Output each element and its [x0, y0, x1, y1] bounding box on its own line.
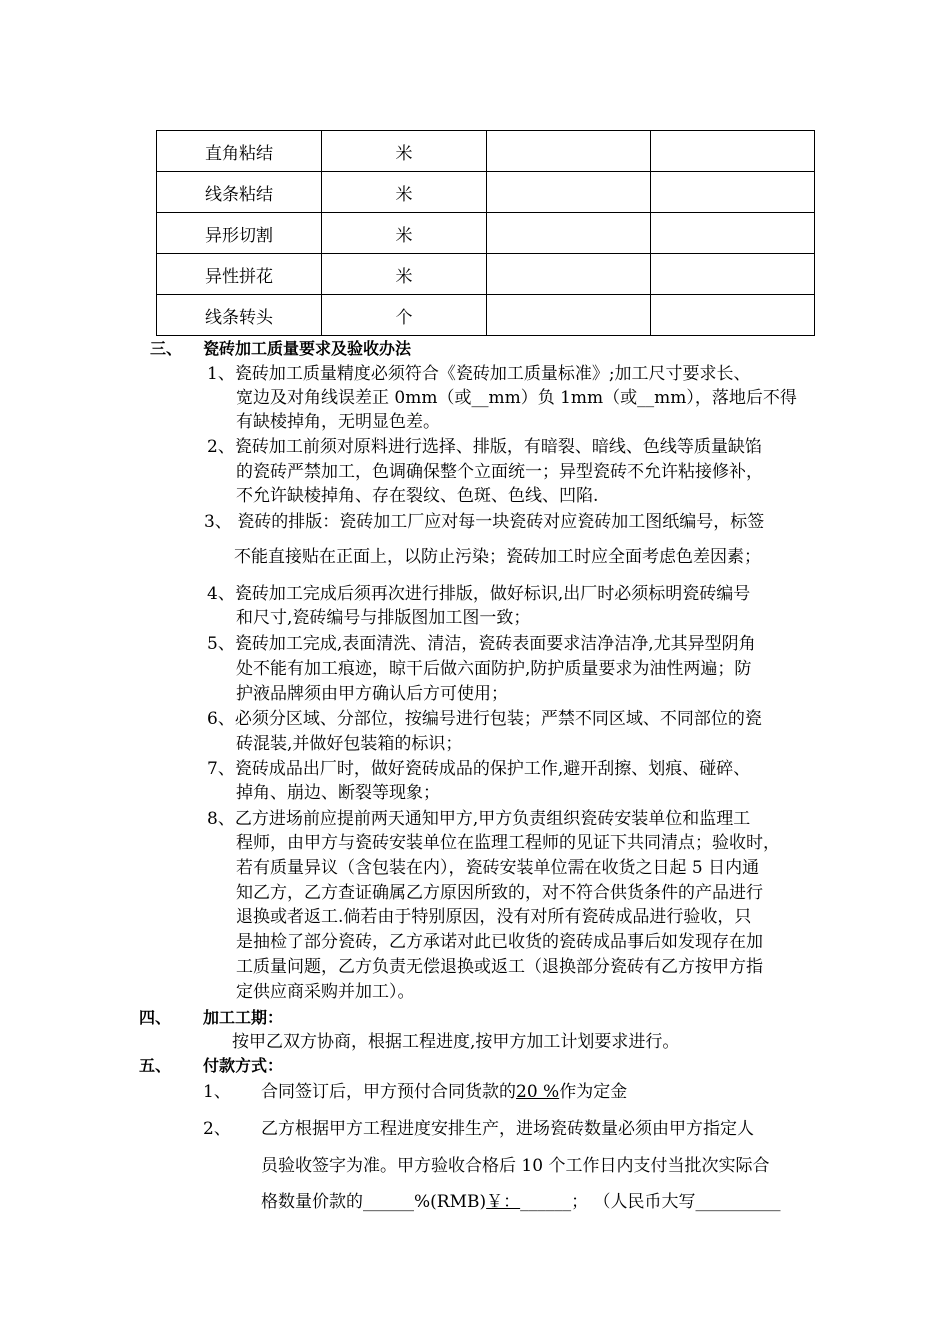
section-3-title: 瓷砖加工质量要求及验收办法 [203, 339, 412, 358]
table-row [157, 295, 815, 336]
unit-cell: 米 [322, 213, 487, 254]
payment-item-2-line-1: 乙方根据甲方工程进度安排生产，进场瓷砖数量必须由甲方指定人 [261, 1119, 754, 1139]
para-5-line-3: 护液品牌须由甲方确认后方可使用； [236, 684, 508, 704]
table-row [157, 254, 815, 295]
item-cell: 异形切割 [157, 213, 322, 254]
table-row [157, 172, 815, 213]
para-7-line-1: 7、瓷砖成品出厂时，做好瓷砖成品的保护工作,避开刮擦、划痕、碰碎、 [207, 759, 751, 779]
note-cell [651, 172, 815, 213]
para-1-line-1: 1、瓷砖加工质量精度必须符合《瓷砖加工质量标准》;加工尺寸要求长、 [207, 364, 751, 384]
unit-cell: 米 [322, 172, 487, 213]
item-cell: 线条粘结 [157, 172, 322, 213]
note-cell [651, 295, 815, 336]
price-cell [487, 295, 651, 336]
unit-cell: 米 [322, 254, 487, 295]
item-cell: 线条转头 [157, 295, 322, 336]
percent-blank[interactable]: ______ [363, 1192, 414, 1212]
item-cell: 直角粘结 [157, 131, 322, 172]
para-3-line-1: 3、 瓷砖的排版：瓷砖加工厂应对每一块瓷砖对应瓷砖加工图纸编号，标签 [204, 512, 765, 532]
para-2-line-1: 2、瓷砖加工前须对原料进行选择、排版，有暗裂、暗线、色线等质量缺馅 [207, 437, 762, 457]
price-cell [487, 172, 651, 213]
para-4-line-1: 4、瓷砖加工完成后须再次进行排版，做好标识,出厂时必须标明瓷砖编号 [207, 584, 751, 604]
note-cell [651, 131, 815, 172]
para-6-line-2: 砖混装,并做好包装箱的标识； [236, 734, 463, 754]
section-5-title: 付款方式： [203, 1056, 284, 1075]
payment-item-2-number: 2、 [203, 1119, 231, 1139]
para-4-line-2: 和尺寸,瓷砖编号与排版图加工图一致； [236, 608, 531, 628]
para-7-line-2: 掉角、崩边、断裂等现象； [236, 783, 440, 803]
amount-blank[interactable]: ______ [520, 1192, 572, 1212]
unit-cell: 米 [322, 131, 487, 172]
payment-item-1-text [261, 1081, 627, 1103]
payment-item-1-pre: 合同签订后，甲方预付合同货款的 [261, 1082, 516, 1102]
payment-item-1-post: 作为定金 [559, 1082, 628, 1102]
price-table [156, 130, 815, 336]
yen-label: ￥： [486, 1192, 521, 1212]
para-8-line-3: 若有质量异议（含包装在内），瓷砖安装单位需在收货之日起 5 日内通 [236, 858, 760, 878]
payment-item-2-line-2: 员验收签字为准。甲方验收合格后 10 个工作日内支付当批次实际合 [261, 1156, 770, 1176]
section-3-number: 三、 [150, 339, 183, 358]
para-3-line-2: 不能直接贴在正面上，以防止污染；瓷砖加工时应全面考虑色差因素； [234, 547, 761, 567]
deposit-percent: 20 % [516, 1082, 560, 1102]
payment-line-3-a: 格数量价款的 [261, 1192, 363, 1212]
section-5-number: 五、 [139, 1056, 172, 1075]
section-4-body: 按甲乙双方协商，根据工程进度,按甲方加工计划要求进行。 [232, 1032, 680, 1052]
price-cell [487, 131, 651, 172]
price-cell [487, 254, 651, 295]
section-4-number: 四、 [139, 1008, 172, 1027]
para-1-line-2: 宽边及对角线误差正 0mm（或__mm）负 1mm（或__mm），落地后不得 [236, 388, 797, 408]
payment-item-2-line-3 [261, 1191, 781, 1213]
para-2-line-2: 的瓷砖严禁加工，色调确保整个立面统一；异型瓷砖不允许粘接修补， [236, 462, 763, 482]
price-cell [487, 213, 651, 254]
para-8-line-1: 8、乙方进场前应提前两天通知甲方,甲方负责组织瓷砖安装单位和监理工 [207, 809, 751, 829]
note-cell [651, 213, 815, 254]
para-8-line-8: 定供应商采购并加工）。 [236, 982, 415, 1002]
para-5-line-2: 处不能有加工痕迹，晾干后做六面防护,防护质量要求为油性两遍；防 [236, 659, 752, 679]
unit-cell: 个 [322, 295, 487, 336]
para-5-line-1: 5、瓷砖加工完成,表面清洗、清洁，瓷砖表面要求洁净洁净,尤其异型阴角 [207, 634, 756, 654]
para-6-line-1: 6、必须分区域、分部位，按编号进行包装；严禁不同区域、不同部位的瓷 [207, 709, 762, 729]
para-8-line-5: 退换或者返工.倘若由于特别原因，没有对所有瓷砖成品进行验收，只 [236, 907, 752, 927]
item-cell: 异性拼花 [157, 254, 322, 295]
rmb-capital-blank[interactable]: __________ [695, 1192, 781, 1212]
para-1-line-3: 有缺棱掉角，无明显色差。 [236, 412, 440, 432]
para-2-line-3: 不允许缺棱掉角、存在裂纹、色斑、色线、凹陷. [236, 486, 599, 506]
para-8-line-7: 工质量问题，乙方负责无偿退换或返工（退换部分瓷砖有乙方按甲方指 [236, 957, 763, 977]
payment-line-3-c: ； （人民币大写 [571, 1192, 696, 1212]
payment-item-1-number: 1、 [203, 1082, 231, 1102]
note-cell [651, 254, 815, 295]
table-row [157, 131, 815, 172]
para-8-line-4: 知乙方，乙方查证确属乙方原因所致的，对不符合供货条件的产品进行 [236, 883, 763, 903]
table-row [157, 213, 815, 254]
payment-line-3-b: %(RMB) [414, 1192, 487, 1212]
para-8-line-2: 程师，由甲方与瓷砖安装单位在监理工程师的见证下共同清点；验收时， [236, 833, 780, 853]
para-8-line-6: 是抽检了部分瓷砖，乙方承诺对此已收货的瓷砖成品事后如发现存在加 [236, 932, 763, 952]
section-4-title: 加工工期： [203, 1008, 284, 1027]
